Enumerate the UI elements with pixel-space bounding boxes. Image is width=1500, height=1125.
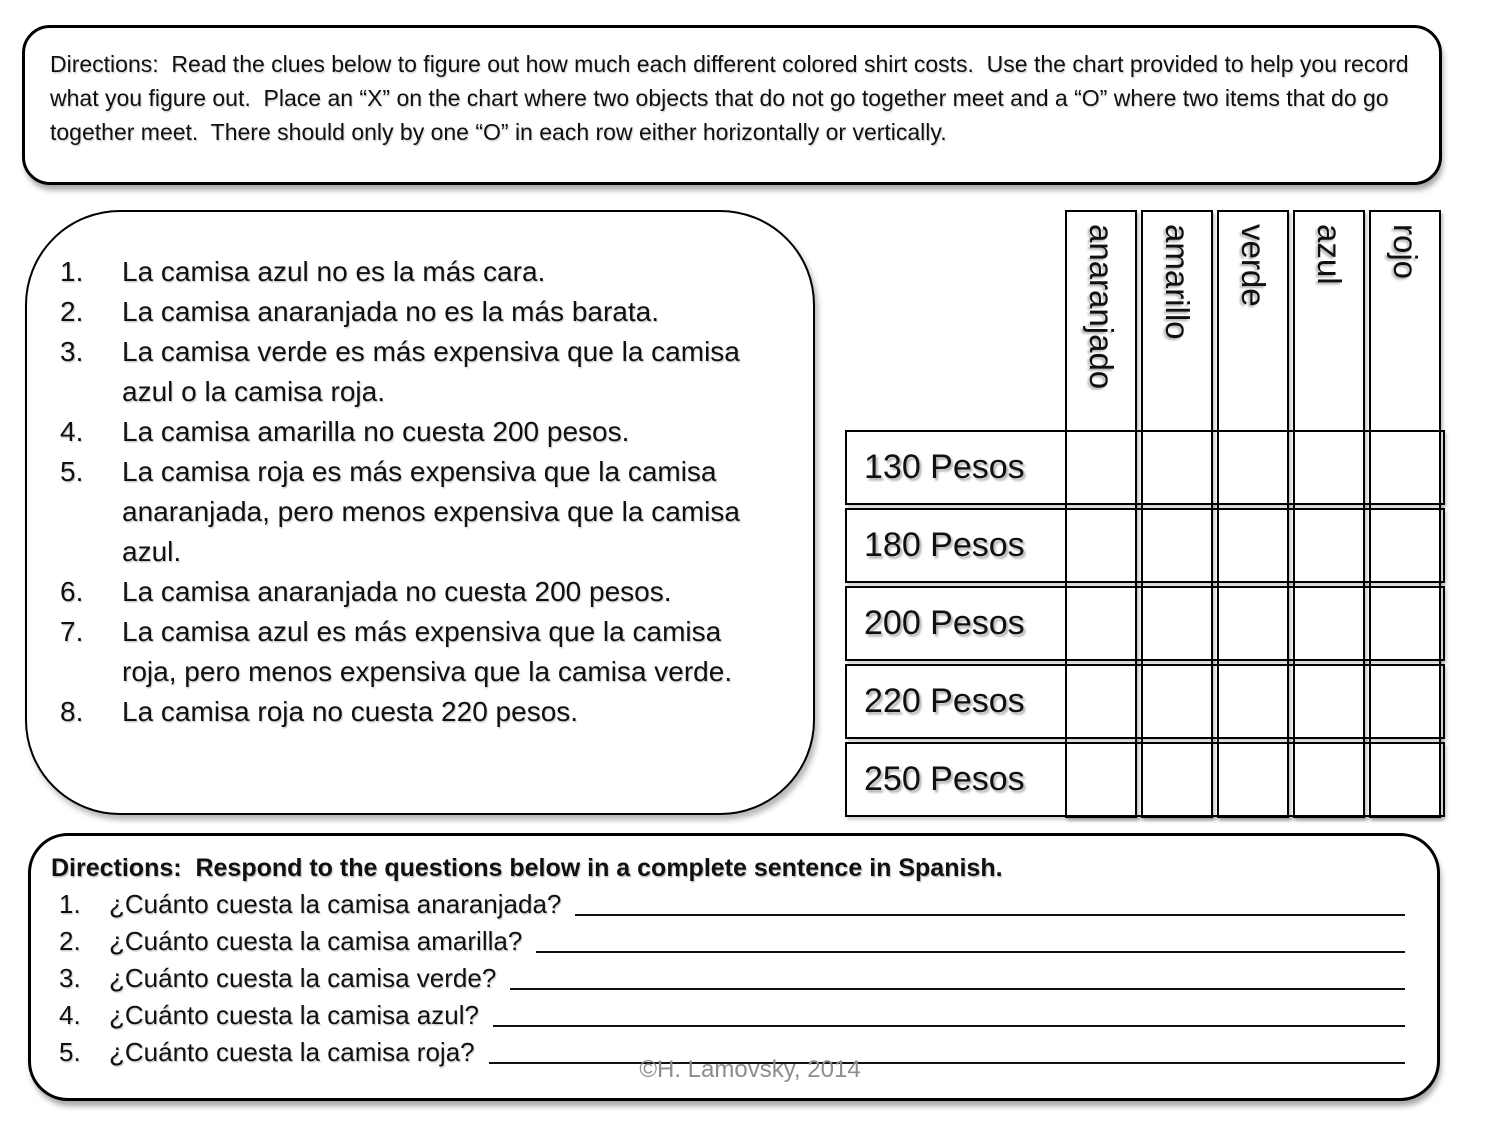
clue-number: 7. <box>60 616 84 647</box>
clue-text: La camisa roja es más expensiva que la camisa anaranjada, pero menos expensiva que la camisa azul. <box>122 456 740 567</box>
grid-cell-r1c5[interactable] <box>1369 430 1441 505</box>
question-number: 2. <box>59 926 81 956</box>
grid-cell-r2c3[interactable] <box>1217 508 1289 583</box>
clue-item <box>27 692 813 732</box>
grid-cell-r4c2[interactable] <box>1141 664 1213 739</box>
clue-item <box>27 612 813 692</box>
clue-item <box>27 412 813 452</box>
top-directions-text: Directions: Read the clues below to figure out how much each different colored shirt costs. Use the chart provided to help you record what you figure out. Place an “X” on the chart where two objects that do not go together meet and a “O” where two items that do go together meet. There should only by one “O” in each row either horizontally or vertically. <box>50 51 1415 145</box>
question-text: ¿Cuánto cuesta la camisa roja? <box>109 1037 475 1067</box>
grid-cell-r1c1[interactable] <box>1065 430 1137 505</box>
grid-cell-r3c5[interactable] <box>1369 586 1441 661</box>
question-text: ¿Cuánto cuesta la camisa verde? <box>109 963 497 993</box>
grid-cell-r5c1[interactable] <box>1065 742 1137 817</box>
clue-text: La camisa azul es más expensiva que la camisa roja, pero menos expensiva que la camisa verde. <box>122 616 733 687</box>
answer-blank[interactable] <box>575 914 1405 916</box>
grid-cell-r5c2[interactable] <box>1141 742 1213 817</box>
question-number: 4. <box>59 1000 81 1030</box>
question-text: ¿Cuánto cuesta la camisa anaranjada? <box>109 889 562 919</box>
row-label: 200 Pesos <box>864 604 1025 642</box>
clue-text: La camisa roja no cuesta 220 pesos. <box>122 696 579 727</box>
clue-number: 8. <box>60 696 84 727</box>
grid-cell-r2c5[interactable] <box>1369 508 1441 583</box>
answer-blank[interactable] <box>493 1025 1405 1027</box>
grid-cells <box>1065 430 1441 817</box>
question-number: 5. <box>59 1037 81 1067</box>
answer-blank[interactable] <box>489 1062 1405 1064</box>
question-text: ¿Cuánto cuesta la camisa azul? <box>109 1000 479 1030</box>
grid-cell-r4c1[interactable] <box>1065 664 1137 739</box>
clue-number: 5. <box>60 456 84 487</box>
grid-cell-r1c2[interactable] <box>1141 430 1213 505</box>
grid-cell-r4c4[interactable] <box>1293 664 1365 739</box>
grid-cell-r1c3[interactable] <box>1217 430 1289 505</box>
question-item <box>51 997 1407 1034</box>
clues-box <box>25 210 815 815</box>
clue-text: La camisa azul no es la más cara. <box>122 256 546 287</box>
column-label: anaranjado <box>1083 224 1120 390</box>
row-label: 130 Pesos <box>864 448 1025 486</box>
question-number: 1. <box>59 889 81 919</box>
grid-cell-r3c3[interactable] <box>1217 586 1289 661</box>
question-text: ¿Cuánto cuesta la camisa amarilla? <box>109 926 523 956</box>
clue-number: 1. <box>60 256 84 287</box>
grid-cell-r2c1[interactable] <box>1065 508 1137 583</box>
clue-item <box>27 452 813 572</box>
row-label: 250 Pesos <box>864 760 1025 798</box>
row-label: 220 Pesos <box>864 682 1025 720</box>
grid-cell-r2c2[interactable] <box>1141 508 1213 583</box>
grid-cell-r5c5[interactable] <box>1369 742 1441 817</box>
clue-number: 3. <box>60 336 84 367</box>
question-item <box>51 886 1407 923</box>
question-item <box>51 923 1407 960</box>
grid-cell-r4c5[interactable] <box>1369 664 1441 739</box>
grid-cell-r3c4[interactable] <box>1293 586 1365 661</box>
grid-cell-r3c1[interactable] <box>1065 586 1137 661</box>
copyright-text: ©H. Lamovsky, 2014 <box>639 1056 861 1083</box>
column-label: azul <box>1311 224 1348 285</box>
clue-number: 6. <box>60 576 84 607</box>
clue-item <box>27 252 813 292</box>
clue-item <box>27 572 813 612</box>
clue-item <box>27 332 813 412</box>
clue-text: La camisa anaranjada no cuesta 200 pesos. <box>122 576 672 607</box>
clue-number: 4. <box>60 416 84 447</box>
logic-grid-chart <box>845 210 1445 818</box>
grid-cell-r3c2[interactable] <box>1141 586 1213 661</box>
grid-cell-r5c4[interactable] <box>1293 742 1365 817</box>
top-directions-box <box>22 25 1442 185</box>
clue-item <box>27 292 813 332</box>
clue-text: La camisa anaranjada no es la más barata. <box>122 296 659 327</box>
grid-cell-r2c4[interactable] <box>1293 508 1365 583</box>
answer-blank[interactable] <box>536 951 1405 953</box>
grid-cell-r4c3[interactable] <box>1217 664 1289 739</box>
grid-cell-r1c4[interactable] <box>1293 430 1365 505</box>
question-number: 3. <box>59 963 81 993</box>
clue-text: La camisa verde es más expensiva que la camisa azul o la camisa roja. <box>122 336 740 407</box>
grid-cell-r5c3[interactable] <box>1217 742 1289 817</box>
column-label: rojo <box>1387 224 1424 280</box>
column-label: verde <box>1235 224 1272 307</box>
answer-blank[interactable] <box>510 988 1405 990</box>
row-label: 180 Pesos <box>864 526 1025 564</box>
question-item <box>51 960 1407 997</box>
clue-number: 2. <box>60 296 84 327</box>
questions-directions: Directions: Respond to the questions below in a complete sentence in Spanish. <box>51 854 1003 882</box>
column-label: amarillo <box>1159 224 1196 340</box>
clue-text: La camisa amarilla no cuesta 200 pesos. <box>122 416 630 447</box>
